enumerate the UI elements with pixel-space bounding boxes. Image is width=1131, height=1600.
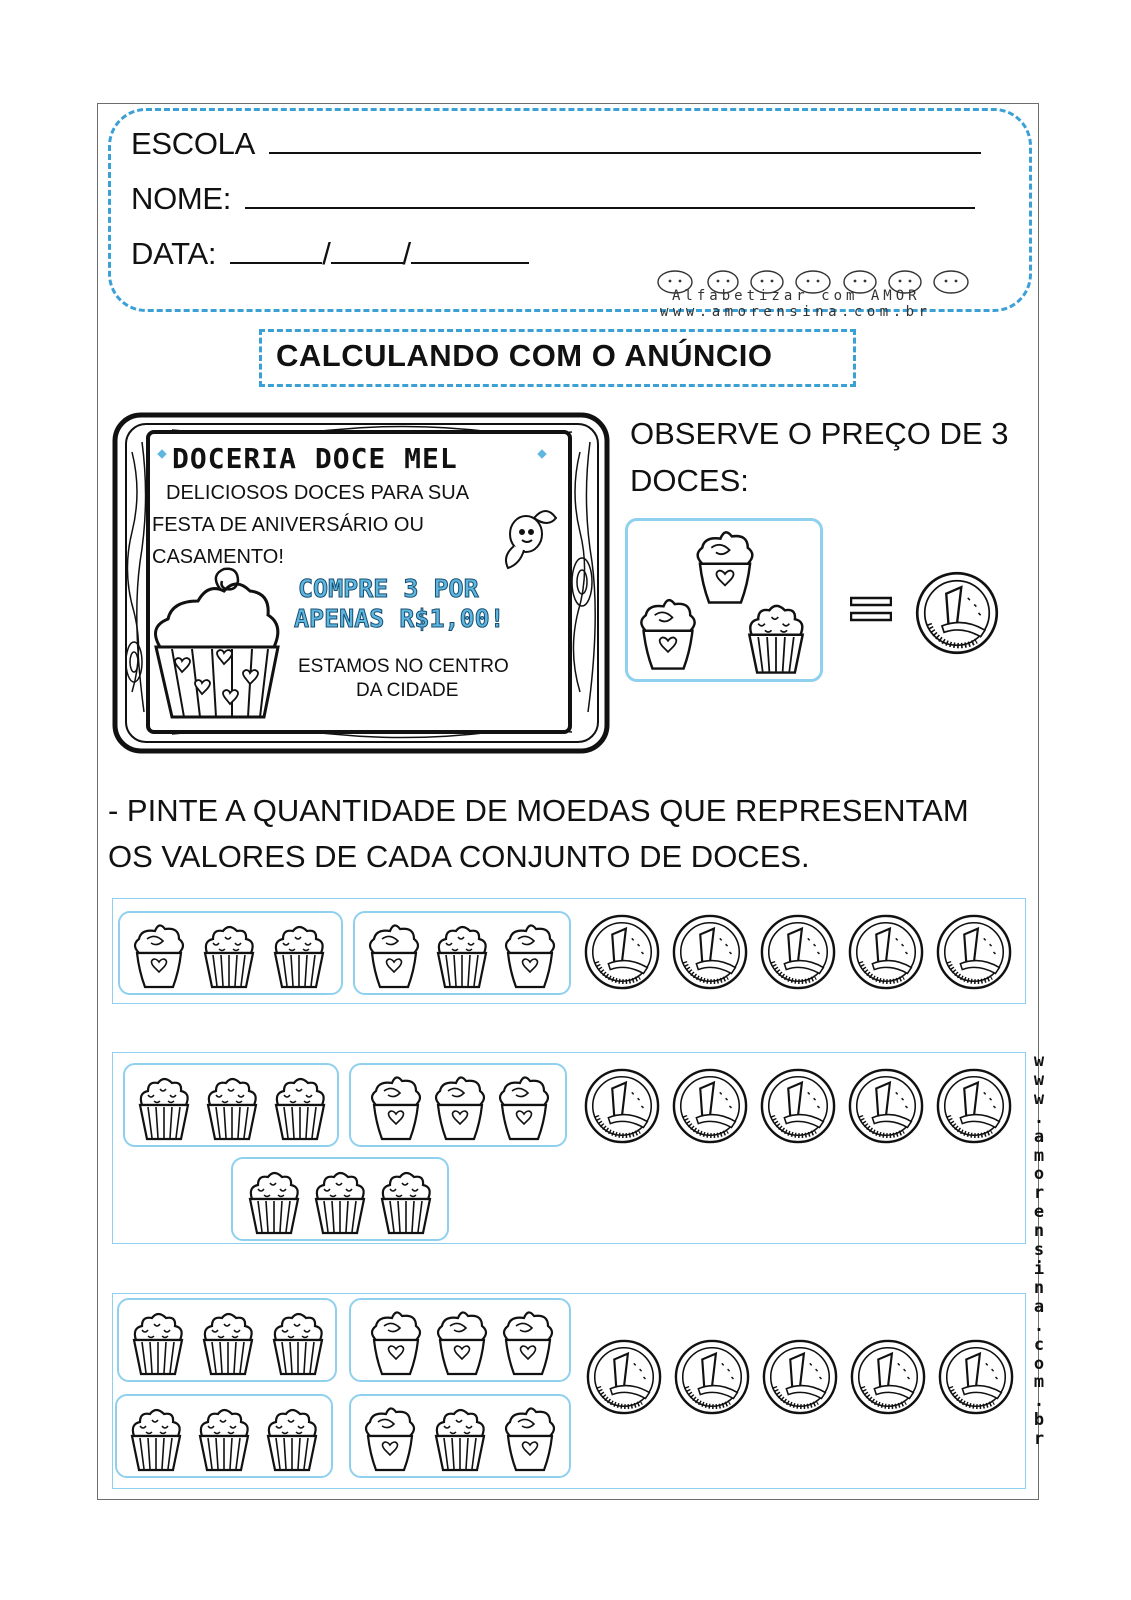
cupcake-icon — [259, 1402, 325, 1474]
coin-one-real-icon[interactable] — [759, 913, 837, 991]
coin-one-real-icon[interactable] — [847, 913, 925, 991]
instruction-text — [108, 788, 1028, 880]
cupcake-icon — [307, 1165, 373, 1237]
side-url-char: r — [1033, 1183, 1045, 1204]
cupcake-group — [349, 1394, 571, 1478]
cupcake-group — [118, 911, 343, 995]
date-separator: / — [322, 236, 331, 271]
ad-line-2: FESTA DE ANIVERSÁRIO OU — [152, 514, 424, 536]
ad-line-3: CASAMENTO! — [152, 546, 284, 568]
coin-one-real-icon[interactable] — [671, 1067, 749, 1145]
coin-one-real-icon — [914, 570, 1000, 656]
cupcake-icon — [363, 1071, 429, 1143]
cupcake-icon — [429, 919, 495, 991]
cupcake-group — [117, 1298, 337, 1382]
logo-slogan: Alfabetizar com AMOR — [672, 288, 921, 304]
exercise-row-1 — [112, 898, 1026, 1004]
side-url-char: . — [1033, 1391, 1045, 1412]
side-url-char: i — [1033, 1258, 1045, 1279]
coin-one-real-icon[interactable] — [671, 913, 749, 991]
ad-shop-name: DOCERIA DOCE MEL — [172, 442, 458, 475]
name-label: NOME: — [131, 181, 232, 216]
side-url-char: b — [1033, 1410, 1045, 1431]
cupcake-icon — [427, 1071, 493, 1143]
cupcake-icon — [427, 1402, 493, 1474]
cupcake-icon — [497, 919, 563, 991]
coin-one-real-icon[interactable] — [759, 1067, 837, 1145]
school-label: ESCOLA — [131, 126, 255, 161]
ad-location-line-2: DA CIDADE — [356, 680, 459, 701]
school-field[interactable] — [269, 128, 981, 154]
side-url-char: w — [1033, 1069, 1045, 1090]
exercise-row-3 — [112, 1293, 1026, 1489]
cupcake-icon — [740, 597, 812, 677]
cupcake-group — [231, 1157, 449, 1241]
cupcake-group — [349, 1063, 567, 1147]
cupcake-group — [115, 1394, 333, 1478]
side-url-char: . — [1033, 1107, 1045, 1128]
date-year-field[interactable] — [411, 238, 529, 264]
exercise-row-2 — [112, 1052, 1026, 1244]
side-url-char: w — [1033, 1051, 1045, 1071]
coin-one-real-icon[interactable] — [935, 1067, 1013, 1145]
side-url-char: e — [1033, 1202, 1045, 1223]
side-url-char: m — [1033, 1145, 1045, 1166]
logo-url: www.amorensina.com.br — [660, 304, 932, 320]
cupcake-icon — [241, 1165, 307, 1237]
coin-one-real-icon[interactable] — [583, 913, 661, 991]
cupcake-icon — [196, 919, 262, 991]
cupcake-icon — [361, 919, 427, 991]
coin-one-real-icon[interactable] — [935, 913, 1013, 991]
ad-offer-line-1: COMPRE 3 POR — [298, 574, 479, 603]
side-url-char: r — [1033, 1429, 1045, 1450]
cupcake-icon — [373, 1165, 439, 1237]
date-day-field[interactable] — [230, 238, 322, 264]
side-url-char: o — [1033, 1164, 1045, 1185]
side-url-char: m — [1033, 1372, 1045, 1393]
side-url-char: . — [1033, 1315, 1045, 1336]
cupcake-icon — [126, 919, 192, 991]
side-url-vertical — [1029, 1052, 1049, 1449]
cupcake-icon — [363, 1306, 429, 1378]
side-url-char: c — [1033, 1334, 1045, 1355]
date-separator: / — [402, 236, 411, 271]
date-month-field[interactable] — [331, 238, 403, 264]
coin-one-real-icon[interactable] — [585, 1338, 663, 1416]
cupcake-icon — [497, 1402, 563, 1474]
name-line — [131, 181, 975, 217]
cupcake-icon — [195, 1306, 261, 1378]
cupcake-icon — [491, 1071, 557, 1143]
date-line — [131, 236, 529, 272]
date-label: DATA: — [131, 236, 217, 271]
ad-line-1: DELICIOSOS DOCES PARA SUA — [166, 482, 470, 504]
cupcake-icon — [267, 1071, 333, 1143]
side-url-char: a — [1033, 1296, 1045, 1317]
coin-one-real-icon[interactable] — [847, 1067, 925, 1145]
example-cupcakes-group — [625, 518, 823, 682]
instruction-line-1: - PINTE A QUANTIDADE DE MOEDAS QUE REPRESENTAM — [108, 793, 969, 828]
observe-text — [630, 410, 1030, 504]
cupcake-icon — [131, 1071, 197, 1143]
cupcake-icon — [429, 1306, 495, 1378]
coin-one-real-icon[interactable] — [761, 1338, 839, 1416]
advertisement — [112, 412, 610, 754]
cupcake-icon — [357, 1402, 423, 1474]
page-title: CALCULANDO COM O ANÚNCIO — [276, 338, 773, 373]
observe-line-2: DOCES: — [630, 463, 749, 498]
equals-icon — [850, 596, 892, 622]
cupcake-icon — [199, 1071, 265, 1143]
side-url-char: w — [1033, 1088, 1045, 1109]
cupcake-icon — [495, 1306, 561, 1378]
coin-one-real-icon[interactable] — [937, 1338, 1015, 1416]
ad-offer-line-2: APENAS R$1,00! — [294, 604, 505, 633]
side-url-char: o — [1033, 1353, 1045, 1374]
coin-one-real-icon[interactable] — [583, 1067, 661, 1145]
school-line — [131, 126, 981, 162]
side-url-char: s — [1033, 1240, 1045, 1261]
coin-one-real-icon[interactable] — [849, 1338, 927, 1416]
cupcake-group — [123, 1063, 339, 1147]
side-url-char: n — [1033, 1221, 1045, 1242]
cupcake-group — [349, 1298, 571, 1382]
ad-location-line-1: ESTAMOS NO CENTRO — [298, 656, 509, 677]
cupcake-icon — [125, 1306, 191, 1378]
cupcake-group — [353, 911, 571, 995]
cupcake-icon — [265, 1306, 331, 1378]
cupcake-icon — [191, 1402, 257, 1474]
instruction-line-2: OS VALORES DE CADA CONJUNTO DE DOCES. — [108, 839, 810, 874]
cupcake-icon — [632, 593, 704, 673]
side-url-char: a — [1033, 1126, 1045, 1147]
coin-one-real-icon[interactable] — [673, 1338, 751, 1416]
cupcake-icon — [266, 919, 332, 991]
observe-line-1: OBSERVE O PREÇO DE 3 — [630, 416, 1009, 451]
cupcake-icon — [123, 1402, 189, 1474]
side-url-char: n — [1033, 1277, 1045, 1298]
name-field[interactable] — [245, 183, 975, 209]
